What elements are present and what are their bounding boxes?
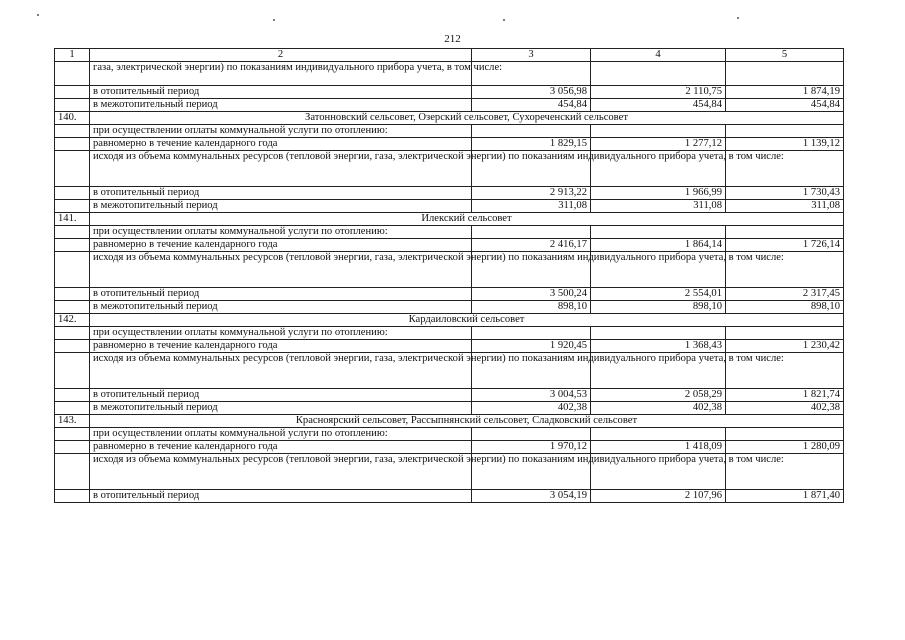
- value-col-3: 898,10: [472, 301, 591, 314]
- value-col-5: 1 280,09: [726, 441, 844, 454]
- row-number-cell: [55, 62, 90, 86]
- value-col-4: 1 277,12: [591, 138, 726, 151]
- row-number-cell: [55, 200, 90, 213]
- value-col-5: 311,08: [726, 200, 844, 213]
- section-title: Кардаиловский сельсовет: [90, 314, 844, 327]
- value-cell-empty: [591, 125, 726, 138]
- value-cell-empty: [591, 327, 726, 340]
- value-col-4: 1 418,09: [591, 441, 726, 454]
- row-description: исходя из объема коммунальных ресурсов (тепловой энергии, газа, электрической энергии) по показаниям индивидуального прибора учета, в том числе:: [90, 454, 472, 490]
- row-number-cell: [55, 226, 90, 239]
- section-number: 140.: [55, 112, 90, 125]
- value-col-3: 1 920,45: [472, 340, 591, 353]
- value-col-5: 898,10: [726, 301, 844, 314]
- data-row: [55, 138, 844, 151]
- value-col-3: 1 829,15: [472, 138, 591, 151]
- data-row: [55, 239, 844, 252]
- value-col-4: 2 107,96: [591, 490, 726, 503]
- text-row: [55, 151, 844, 187]
- scan-speck: [273, 19, 275, 21]
- row-number-cell: [55, 86, 90, 99]
- value-col-5: 1 821,74: [726, 389, 844, 402]
- row-number-cell: [55, 402, 90, 415]
- row-description: при осуществлении оплаты коммунальной услуги по отоплению:: [90, 125, 472, 138]
- data-row: [55, 200, 844, 213]
- value-col-5: 1 726,14: [726, 239, 844, 252]
- row-description: исходя из объема коммунальных ресурсов (тепловой энергии, газа, электрической энергии) по показаниям индивидуального прибора учета, в том числе:: [90, 252, 472, 288]
- value-cell-empty: [472, 428, 591, 441]
- value-col-5: 1 874,19: [726, 86, 844, 99]
- value-cell-empty: [726, 327, 844, 340]
- row-number-cell: [55, 288, 90, 301]
- value-col-4: 402,38: [591, 402, 726, 415]
- section-title: Красноярский сельсовет, Рассыпнянский сельсовет, Сладковский сельсовет: [90, 415, 844, 428]
- row-description: в отопительный период: [90, 389, 472, 402]
- value-cell-empty: [726, 428, 844, 441]
- value-col-5: 402,38: [726, 402, 844, 415]
- value-col-4: 311,08: [591, 200, 726, 213]
- data-row: [55, 402, 844, 415]
- value-col-3: 454,84: [472, 99, 591, 112]
- row-description: в отопительный период: [90, 86, 472, 99]
- value-col-4: 898,10: [591, 301, 726, 314]
- value-cell-empty: [591, 226, 726, 239]
- value-cell-empty: [472, 125, 591, 138]
- text-row: [55, 252, 844, 288]
- header-cell-3: 3: [472, 49, 591, 62]
- tariff-table-body: [55, 49, 844, 503]
- section-row: [55, 112, 844, 125]
- row-number-cell: [55, 454, 90, 490]
- data-row: [55, 301, 844, 314]
- section-title: Затонновский сельсовет, Озерский сельсовет, Сухореченский сельсовет: [90, 112, 844, 125]
- value-col-5: 1 730,43: [726, 187, 844, 200]
- value-col-3: 3 056,98: [472, 86, 591, 99]
- scan-speck: [37, 14, 39, 16]
- section-number: 142.: [55, 314, 90, 327]
- value-col-4: 1 966,99: [591, 187, 726, 200]
- text-row: [55, 428, 844, 441]
- row-description: при осуществлении оплаты коммунальной услуги по отоплению:: [90, 226, 472, 239]
- text-row: [55, 353, 844, 389]
- row-description: в отопительный период: [90, 187, 472, 200]
- value-cell-empty: [726, 62, 844, 86]
- scan-speck: [737, 17, 739, 19]
- row-number-cell: [55, 353, 90, 389]
- row-number-cell: [55, 301, 90, 314]
- value-col-4: 1 368,43: [591, 340, 726, 353]
- tariff-table: [54, 48, 844, 503]
- value-cell-empty: [591, 62, 726, 86]
- row-number-cell: [55, 327, 90, 340]
- data-row: [55, 86, 844, 99]
- data-row: [55, 490, 844, 503]
- scan-speck: [503, 19, 505, 21]
- value-col-3: 402,38: [472, 402, 591, 415]
- header-cell-2: 2: [90, 49, 472, 62]
- value-col-5: 1 871,40: [726, 490, 844, 503]
- row-description: равномерно в течение календарного года: [90, 138, 472, 151]
- value-col-3: 2 416,17: [472, 239, 591, 252]
- data-row: [55, 389, 844, 402]
- text-row: [55, 226, 844, 239]
- row-description: исходя из объема коммунальных ресурсов (тепловой энергии, газа, электрической энергии) по показаниям индивидуального прибора учета, в том числе:: [90, 151, 472, 187]
- value-col-4: 2 554,01: [591, 288, 726, 301]
- row-description: в межотопительный период: [90, 301, 472, 314]
- value-cell-empty: [472, 226, 591, 239]
- row-number-cell: [55, 187, 90, 200]
- value-cell-empty: [591, 428, 726, 441]
- value-col-5: 2 317,45: [726, 288, 844, 301]
- header-cell-4: 4: [591, 49, 726, 62]
- row-number-cell: [55, 99, 90, 112]
- row-description: в межотопительный период: [90, 99, 472, 112]
- text-row: [55, 327, 844, 340]
- section-number: 143.: [55, 415, 90, 428]
- section-number: 141.: [55, 213, 90, 226]
- row-number-cell: [55, 252, 90, 288]
- row-description: при осуществлении оплаты коммунальной услуги по отоплению:: [90, 327, 472, 340]
- row-description: равномерно в течение календарного года: [90, 340, 472, 353]
- row-number-cell: [55, 389, 90, 402]
- header-row: [55, 49, 844, 62]
- value-col-3: 1 970,12: [472, 441, 591, 454]
- value-col-3: 311,08: [472, 200, 591, 213]
- value-col-5: 1 230,42: [726, 340, 844, 353]
- value-col-3: 3 054,19: [472, 490, 591, 503]
- row-number-cell: [55, 441, 90, 454]
- section-row: [55, 415, 844, 428]
- row-description: исходя из объема коммунальных ресурсов (тепловой энергии, газа, электрической энергии) по показаниям индивидуального прибора учета, в том числе:: [90, 353, 472, 389]
- row-number-cell: [55, 239, 90, 252]
- header-cell-1: 1: [55, 49, 90, 62]
- value-col-5: 1 139,12: [726, 138, 844, 151]
- header-cell-5: 5: [726, 49, 844, 62]
- value-cell-empty: [726, 226, 844, 239]
- data-row: [55, 441, 844, 454]
- text-row: [55, 125, 844, 138]
- row-number-cell: [55, 151, 90, 187]
- value-cell-empty: [726, 125, 844, 138]
- row-number-cell: [55, 490, 90, 503]
- row-description: в отопительный период: [90, 490, 472, 503]
- value-col-5: 454,84: [726, 99, 844, 112]
- data-row: [55, 187, 844, 200]
- value-col-3: 3 004,53: [472, 389, 591, 402]
- text-row: [55, 62, 844, 86]
- row-description: равномерно в течение календарного года: [90, 239, 472, 252]
- value-col-4: 2 110,75: [591, 86, 726, 99]
- row-description: в отопительный период: [90, 288, 472, 301]
- row-description: газа, электрической энергии) по показаниям индивидуального прибора учета, в том числе:: [90, 62, 472, 86]
- row-number-cell: [55, 340, 90, 353]
- section-title: Илекский сельсовет: [90, 213, 844, 226]
- data-row: [55, 340, 844, 353]
- row-description: в межотопительный период: [90, 200, 472, 213]
- row-description: при осуществлении оплаты коммунальной услуги по отоплению:: [90, 428, 472, 441]
- row-description: в межотопительный период: [90, 402, 472, 415]
- value-col-4: 454,84: [591, 99, 726, 112]
- row-number-cell: [55, 428, 90, 441]
- value-col-4: 2 058,29: [591, 389, 726, 402]
- row-description: равномерно в течение календарного года: [90, 441, 472, 454]
- page-number: 212: [444, 33, 461, 45]
- value-col-3: 3 500,24: [472, 288, 591, 301]
- row-number-cell: [55, 138, 90, 151]
- row-number-cell: [55, 125, 90, 138]
- text-row: [55, 454, 844, 490]
- data-row: [55, 99, 844, 112]
- value-col-4: 1 864,14: [591, 239, 726, 252]
- value-col-3: 2 913,22: [472, 187, 591, 200]
- section-row: [55, 314, 844, 327]
- value-cell-empty: [472, 327, 591, 340]
- section-row: [55, 213, 844, 226]
- data-row: [55, 288, 844, 301]
